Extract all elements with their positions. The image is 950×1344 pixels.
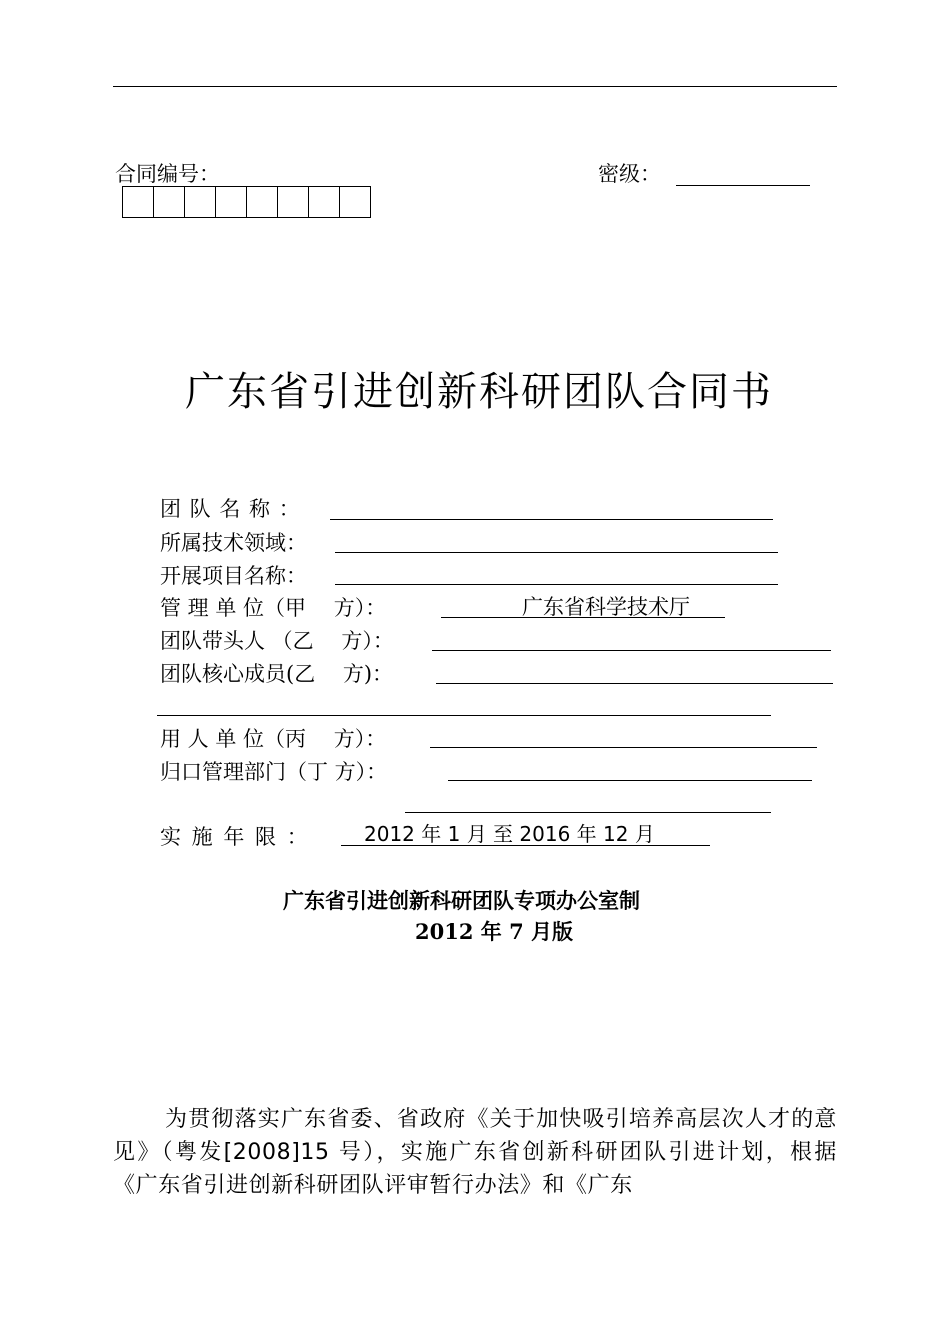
party-d-field[interactable] [448, 780, 812, 781]
issuing-office: 广东省引进创新科研团队专项办公室制 [283, 888, 640, 913]
contract-number-box[interactable] [123, 187, 154, 217]
page-title: 广东省引进创新科研团队合同书 [185, 369, 773, 415]
party-d-label: 归口管理部门（丁 方）： [160, 760, 388, 784]
party-a-field[interactable] [441, 617, 725, 618]
party-c-field[interactable] [430, 747, 817, 748]
party-c-label: 用 人 单 位（丙 方）： [160, 727, 387, 751]
contract-number-box[interactable] [340, 187, 371, 217]
contract-number-boxes[interactable] [122, 186, 371, 218]
contract-number-box[interactable] [309, 187, 340, 217]
secret-level-field[interactable] [676, 185, 810, 186]
project-name-label: 开展项目名称： [160, 564, 307, 588]
party-b-members-field[interactable] [436, 683, 833, 684]
contract-number-box[interactable] [216, 187, 247, 217]
party-b-leader-label: 团队带头人 （乙 方）： [160, 629, 394, 653]
team-name-field[interactable] [330, 519, 773, 520]
party-b-leader-field[interactable] [432, 650, 831, 651]
top-rule [113, 86, 837, 87]
period-field[interactable] [341, 845, 710, 846]
body-paragraph: 为贯彻落实广东省委、省政府《关于加快吸引培养高层次人才的意见》（粤发[2008]15 号），实施广东省创新科研团队引进计划，根据《广东省引进创新科研团队评审暂行办法》和《广东 [113, 1107, 837, 1198]
party-b-members-label: 团队核心成员(乙 方)： [160, 662, 394, 686]
secret-level-label: 密级： [598, 162, 661, 186]
project-name-field[interactable] [335, 584, 778, 585]
extra-blank-line[interactable] [405, 812, 771, 813]
party-a-value: 广东省科学技术厅 [522, 595, 690, 619]
contract-number-box[interactable] [247, 187, 278, 217]
party-a-label: 管 理 单 位（甲 方）： [160, 596, 387, 620]
team-name-label: 团 队 名 称 ： [160, 497, 301, 521]
tech-field-field[interactable] [335, 552, 778, 553]
contract-number-label: 合同编号： [115, 162, 220, 186]
tech-field-label: 所属技术领域： [160, 531, 307, 555]
party-b-members-field-continued[interactable] [157, 715, 771, 716]
period-label: 实 施 年 限 ： [160, 825, 310, 849]
contract-number-box[interactable] [154, 187, 185, 217]
contract-number-box[interactable] [185, 187, 216, 217]
contract-number-box[interactable] [278, 187, 309, 217]
version-label: 2012 年 7 月版 [415, 919, 573, 944]
period-value: 2012 年 1 月 至 2016 年 12 月 [364, 822, 655, 846]
